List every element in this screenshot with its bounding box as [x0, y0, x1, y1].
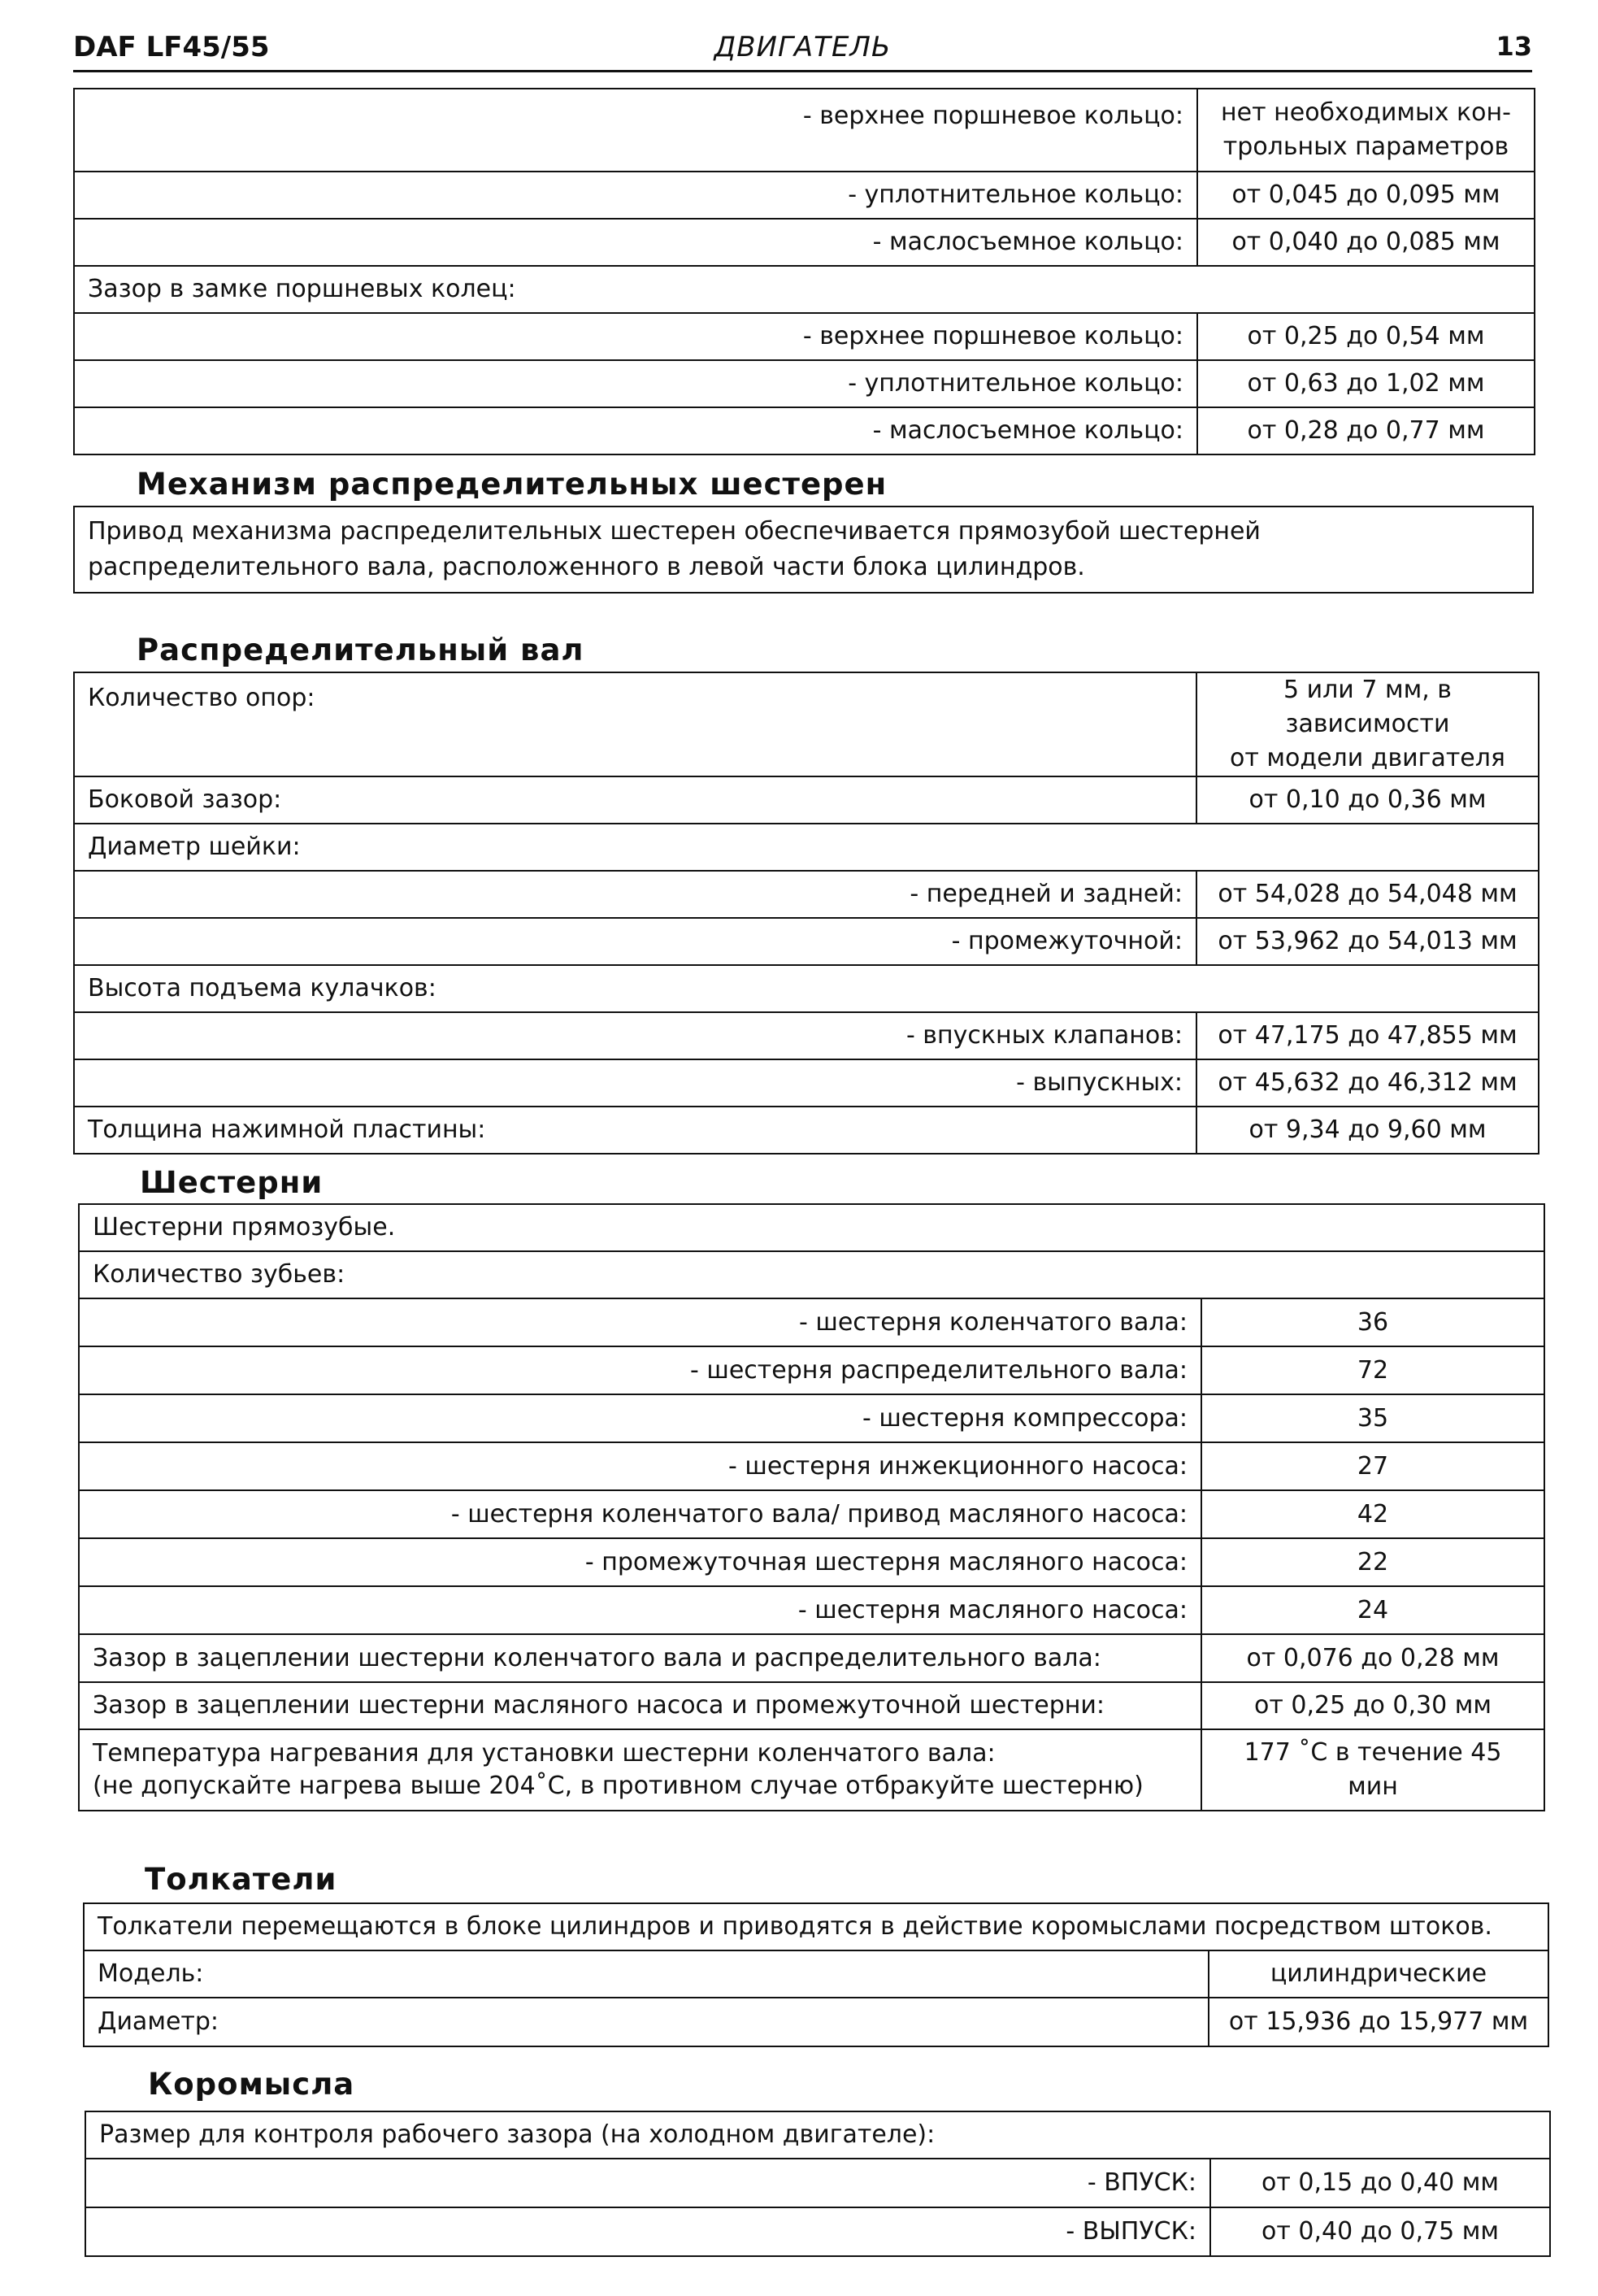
gears-table [78, 1203, 1545, 1811]
table-row [74, 1059, 1539, 1107]
table-row [74, 219, 1535, 266]
rockers-table [85, 2111, 1551, 2257]
row-label: Боковой зазор: [74, 776, 1196, 824]
row-value: от 0,15 до 0,40 мм [1210, 2159, 1550, 2207]
subsection-title: Зазор в замке поршневых колец: [74, 266, 1535, 313]
row-label: - уплотнительное кольцо: [74, 360, 1197, 407]
row-value: от 47,175 до 47,855 мм [1196, 1012, 1539, 1059]
row-label: Модель: [84, 1950, 1209, 1998]
subsection-title: Диаметр шейки: [74, 824, 1539, 871]
row-label: Зазор в зацеплении шестерни коленчатого вала и распределительного вала: [79, 1634, 1201, 1682]
row-value: от 45,632 до 46,312 мм [1196, 1059, 1539, 1107]
table-row [79, 1394, 1544, 1442]
section-title-camshaft: Распределительный вал [137, 633, 584, 667]
row-label: - уплотнительное кольцо: [74, 172, 1197, 219]
row-label: - шестерня компрессора: [79, 1394, 1201, 1442]
header-model: DAF LF45/55 [73, 31, 270, 63]
table-row [79, 1251, 1544, 1298]
row-value: от 0,040 до 0,085 мм [1197, 219, 1535, 266]
table-row [74, 1012, 1539, 1059]
table-row [85, 2111, 1550, 2159]
row-label: Диаметр: [84, 1998, 1209, 2046]
row-label: - передней и задней: [74, 871, 1196, 918]
table-row [74, 918, 1539, 965]
row-value: нет необходимых кон- трольных параметров [1197, 89, 1535, 172]
row-label: Температура нагревания для установки шестерни коленчатого вала: (не допускайте нагрева выше 204˚С, в противном случае отбракуйте шестерню) [79, 1729, 1201, 1811]
table-row [79, 1442, 1544, 1490]
row-label: - выпускных: [74, 1059, 1196, 1107]
table-row [79, 1729, 1544, 1811]
row-value: от 0,045 до 0,095 мм [1197, 172, 1535, 219]
table-row [79, 1298, 1544, 1346]
section-title-gears: Шестерни [140, 1165, 324, 1200]
gears-type-text: Шестерни прямозубые. [79, 1204, 1544, 1251]
tappets-text: Толкатели перемещаются в блоке цилиндров и приводятся в действие коромыслами посредством штоков. [84, 1903, 1548, 1950]
row-label: - шестерня коленчатого вала/ привод масляного насоса: [79, 1490, 1201, 1538]
table-row [85, 2159, 1550, 2207]
page-number: 13 [1496, 31, 1532, 62]
section-title-timing: Механизм распределительных шестерен [137, 467, 888, 502]
row-label: - шестерня распределительного вала: [79, 1346, 1201, 1394]
piston-rings-table [73, 88, 1535, 455]
header-section: ДВИГАТЕЛЬ [714, 31, 892, 63]
table-row [74, 672, 1539, 776]
table-row [74, 172, 1535, 219]
page-header [73, 31, 1532, 72]
table-row [74, 965, 1539, 1012]
row-label: - впускных клапанов: [74, 1012, 1196, 1059]
row-label: - ВЫПУСК: [85, 2207, 1210, 2256]
table-row [79, 1538, 1544, 1586]
row-value: от 54,028 до 54,048 мм [1196, 871, 1539, 918]
table-row [84, 1950, 1548, 1998]
row-label: - промежуточная шестерня масляного насоса: [79, 1538, 1201, 1586]
section-title-tappets: Толкатели [145, 1862, 337, 1897]
row-label: - шестерня коленчатого вала: [79, 1298, 1201, 1346]
row-label: - маслосъемное кольцо: [74, 407, 1197, 454]
row-label: - промежуточной: [74, 918, 1196, 965]
row-value: 22 [1201, 1538, 1544, 1586]
table-row [79, 1586, 1544, 1634]
row-value: от 0,63 до 1,02 мм [1197, 360, 1535, 407]
row-label: - ВПУСК: [85, 2159, 1210, 2207]
table-row [74, 266, 1535, 313]
row-value: от 0,25 до 0,30 мм [1201, 1682, 1544, 1729]
table-row [74, 1107, 1539, 1154]
row-label: Количество опор: [74, 672, 1196, 776]
timing-text: Привод механизма распределительных шестерен обеспечивается прямозубой шестерней распределительного вала, расположенного в левой части блока цилиндров. [74, 507, 1533, 593]
table-row [84, 1903, 1548, 1950]
row-label: - шестерня инжекционного насоса: [79, 1442, 1201, 1490]
table-row [85, 2207, 1550, 2256]
row-value: от 15,936 до 15,977 мм [1209, 1998, 1548, 2046]
row-label: - верхнее поршневое кольцо: [74, 89, 1197, 172]
tappets-table [83, 1902, 1549, 2047]
table-row [84, 1998, 1548, 2046]
row-value: 35 [1201, 1394, 1544, 1442]
rockers-text: Размер для контроля рабочего зазора (на холодном двигателе): [85, 2111, 1550, 2159]
table-row [74, 89, 1535, 172]
subsection-title: Высота подъема кулачков: [74, 965, 1539, 1012]
table-row [79, 1634, 1544, 1682]
subsection-title: Количество зубьев: [79, 1251, 1544, 1298]
row-label: - верхнее поршневое кольцо: [74, 313, 1197, 360]
table-row [74, 407, 1535, 454]
row-value: от 9,34 до 9,60 мм [1196, 1107, 1539, 1154]
row-value: 5 или 7 мм, в зависимости от модели двигателя [1196, 672, 1539, 776]
row-value: от 0,40 до 0,75 мм [1210, 2207, 1550, 2256]
row-value: от 0,25 до 0,54 мм [1197, 313, 1535, 360]
row-value: цилиндрические [1209, 1950, 1548, 1998]
table-row [74, 507, 1533, 593]
table-row [74, 776, 1539, 824]
table-row [74, 824, 1539, 871]
row-value: от 53,962 до 54,013 мм [1196, 918, 1539, 965]
row-value: 24 [1201, 1586, 1544, 1634]
row-value: 177 ˚С в течение 45 мин [1201, 1729, 1544, 1811]
table-row [79, 1682, 1544, 1729]
table-row [74, 360, 1535, 407]
row-label: - шестерня масляного насоса: [79, 1586, 1201, 1634]
camshaft-table [73, 672, 1539, 1155]
row-label: - маслосъемное кольцо: [74, 219, 1197, 266]
row-label: Толщина нажимной пластины: [74, 1107, 1196, 1154]
timing-table [73, 506, 1534, 594]
row-value: от 0,10 до 0,36 мм [1196, 776, 1539, 824]
row-value: от 0,076 до 0,28 мм [1201, 1634, 1544, 1682]
row-label: Зазор в зацеплении шестерни масляного насоса и промежуточной шестерни: [79, 1682, 1201, 1729]
row-value: от 0,28 до 0,77 мм [1197, 407, 1535, 454]
table-row [79, 1346, 1544, 1394]
table-row [74, 313, 1535, 360]
row-value: 42 [1201, 1490, 1544, 1538]
section-title-rockers: Коромысла [148, 2067, 355, 2102]
table-row [79, 1204, 1544, 1251]
table-row [74, 871, 1539, 918]
table-row [79, 1490, 1544, 1538]
row-value: 72 [1201, 1346, 1544, 1394]
row-value: 27 [1201, 1442, 1544, 1490]
row-value: 36 [1201, 1298, 1544, 1346]
